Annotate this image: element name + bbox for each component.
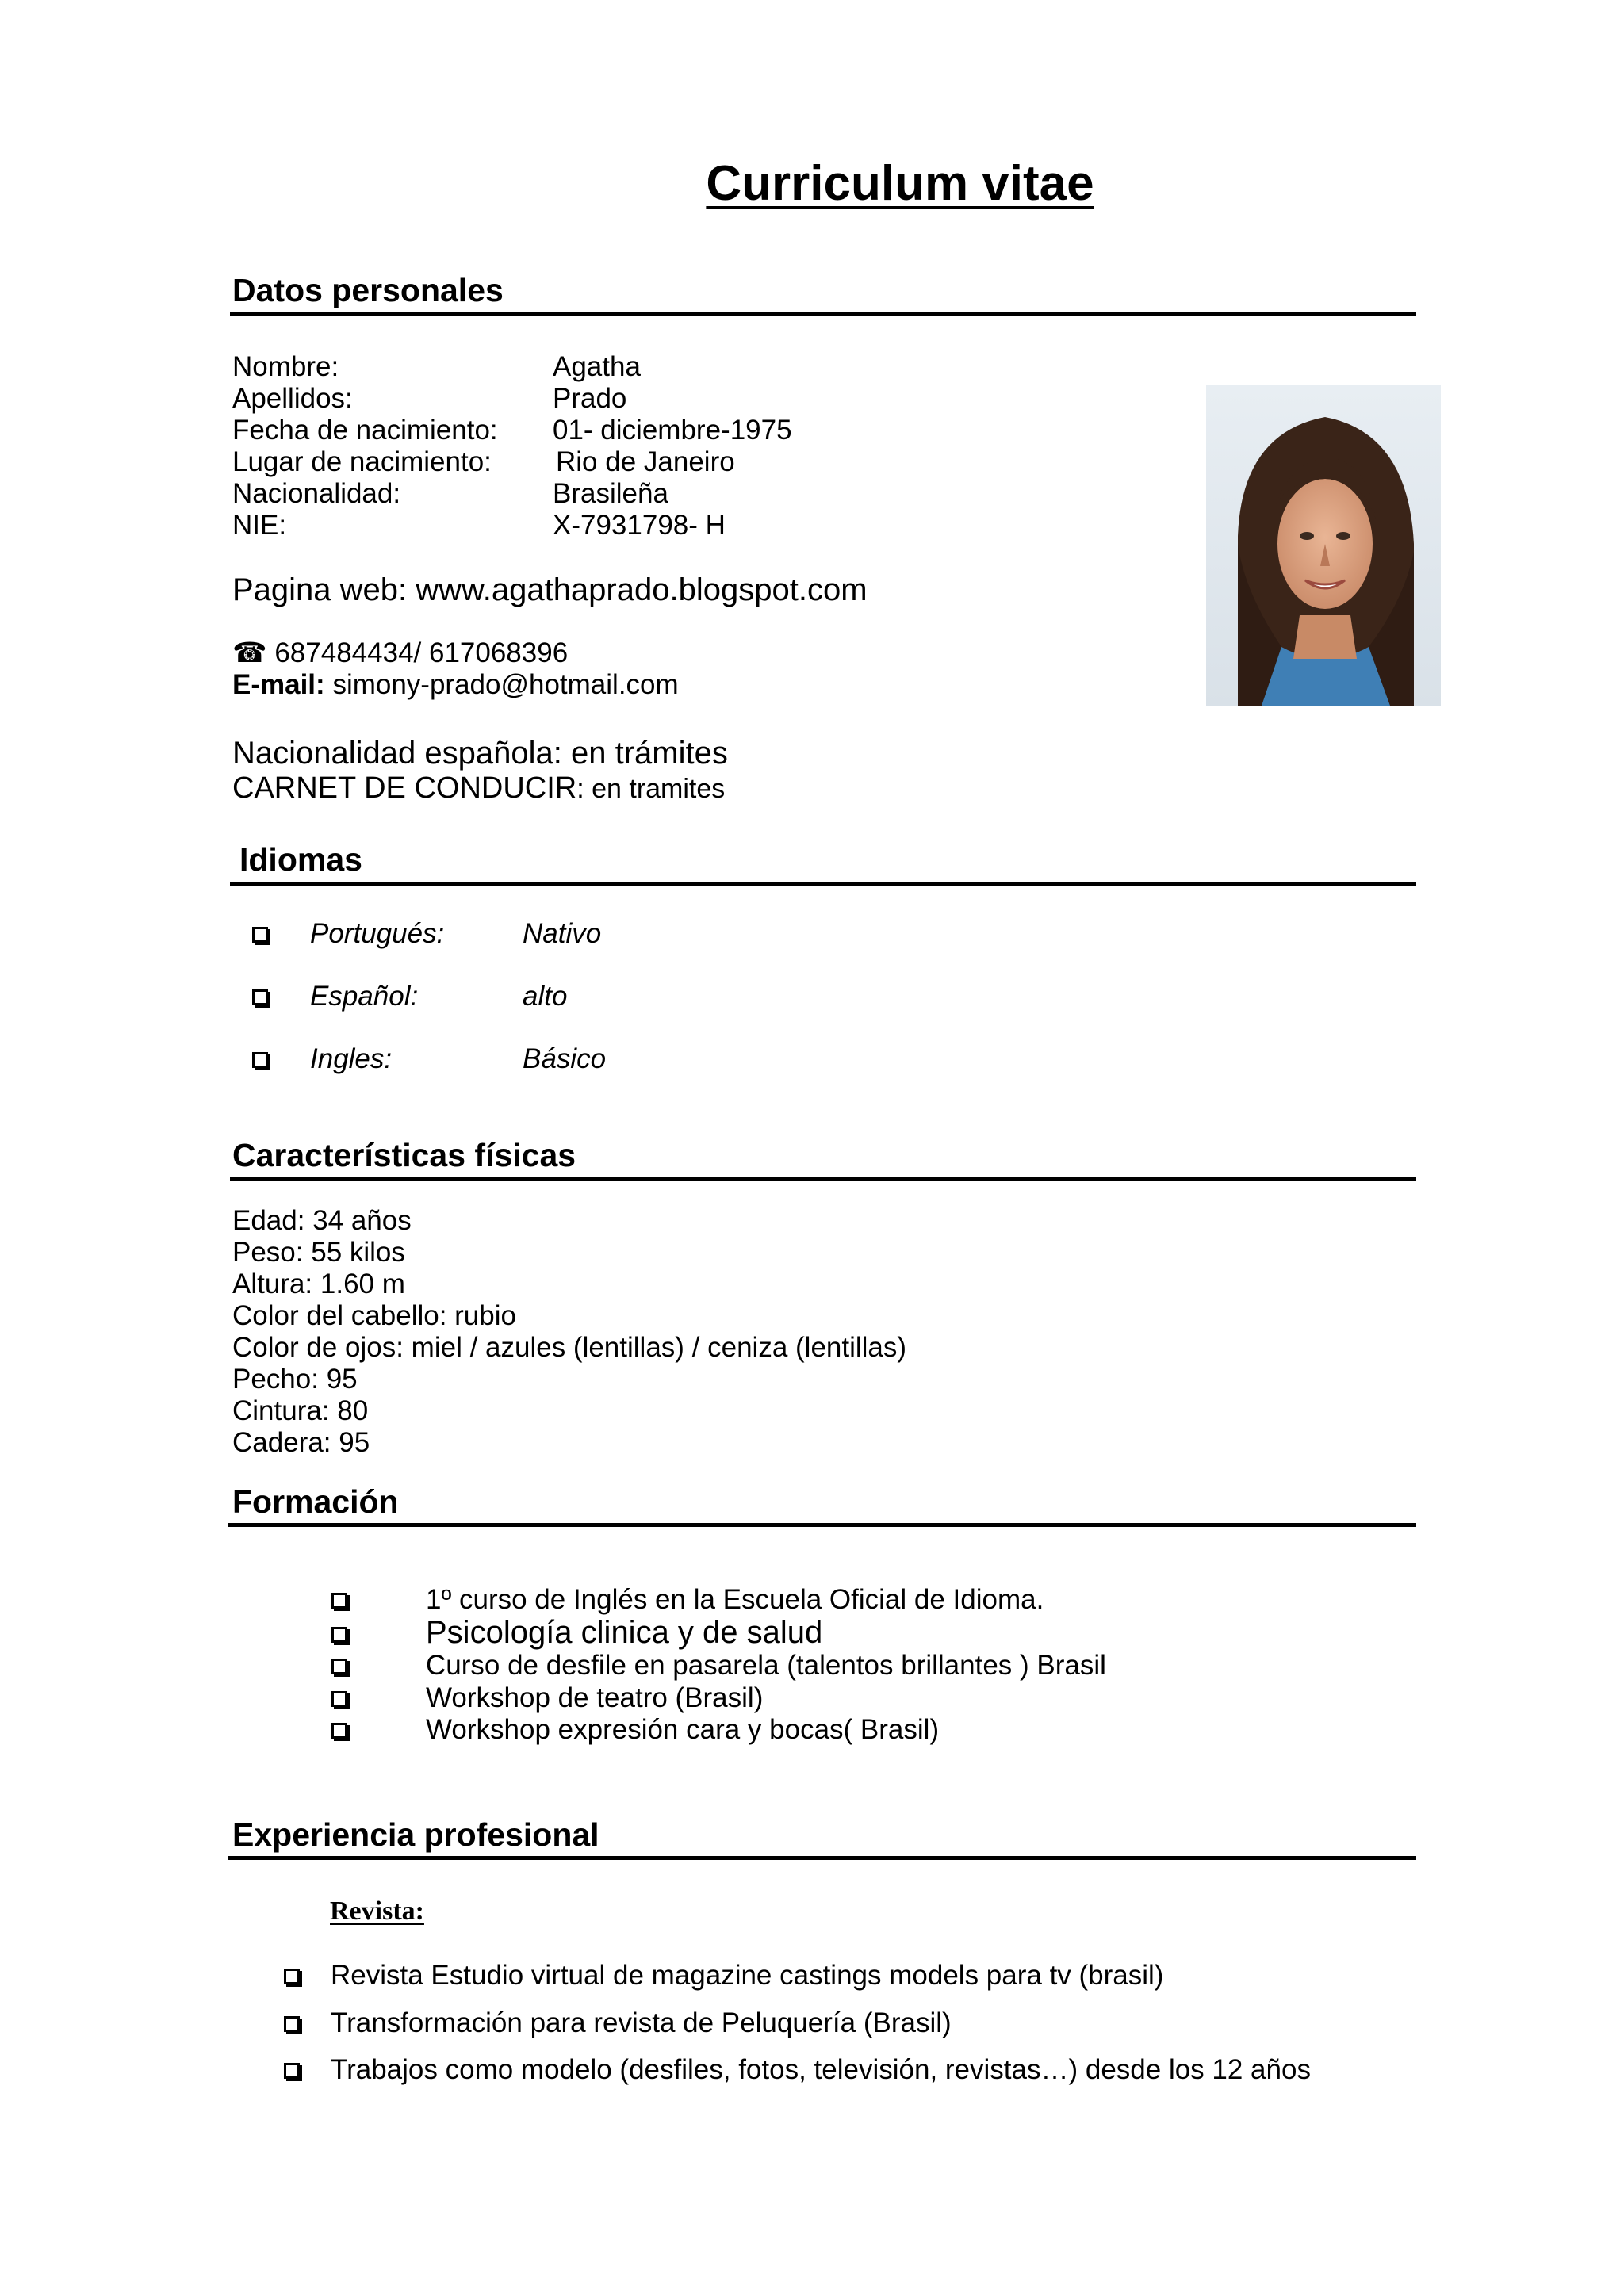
language-level: Nativo xyxy=(523,918,602,949)
personal-label-nombre: Nombre: xyxy=(232,351,339,382)
language-level: alto xyxy=(523,981,568,1012)
section-rule xyxy=(228,1523,1416,1527)
language-name: Español: xyxy=(310,981,419,1012)
personal-label-nie: NIE: xyxy=(232,510,287,541)
language-level: Básico xyxy=(523,1043,607,1074)
phone-line xyxy=(232,637,568,669)
section-heading-formacion: Formación xyxy=(232,1483,399,1520)
section-rule xyxy=(228,1856,1416,1860)
subheading-revista: Revista: xyxy=(330,1896,424,1926)
checkbox-bullet-icon xyxy=(331,1627,347,1643)
language-name: Ingles: xyxy=(310,1043,393,1074)
experience-item: Revista Estudio virtual de magazine castings models para tv (brasil) xyxy=(331,1960,1164,1991)
trait-line: Color de ojos: miel / azules (lentillas) / ceniza (lentillas) xyxy=(232,1332,907,1363)
checkbox-bullet-icon xyxy=(252,989,268,1005)
personal-label-fecha-nacimiento: Fecha de nacimiento: xyxy=(232,415,498,446)
personal-value-lugar-nacimiento: Rio de Janeiro xyxy=(556,446,735,477)
carnet-label: CARNET DE CONDUCIR xyxy=(232,771,577,805)
section-heading-caracteristicas-fisicas: Características físicas xyxy=(232,1137,576,1173)
checkbox-bullet-icon xyxy=(331,1659,347,1674)
checkbox-bullet-icon xyxy=(331,1593,347,1609)
trait-line: Pecho: 95 xyxy=(232,1364,358,1395)
personal-label-nacionalidad: Nacionalidad: xyxy=(232,478,401,509)
education-item: Curso de desfile en pasarela (talentos brillantes ) Brasil xyxy=(426,1650,1106,1681)
carnet-value: : en tramites xyxy=(576,774,726,804)
experience-item: Transformación para revista de Peluquería (Brasil) xyxy=(331,2007,952,2038)
website-line: Pagina web: www.agathaprado.blogspot.com xyxy=(232,572,868,607)
section-heading-datos-personales: Datos personales xyxy=(232,272,504,308)
personal-value-nombre: Agatha xyxy=(553,351,641,382)
carnet-line xyxy=(232,771,725,812)
email-value: simony-prado@hotmail.com xyxy=(332,669,679,700)
education-item: 1º curso de Inglés en la Escuela Oficial de Idioma. xyxy=(426,1584,1044,1615)
personal-value-apellidos: Prado xyxy=(553,383,627,414)
email-label: E-mail: xyxy=(232,669,325,700)
section-rule xyxy=(230,312,1416,316)
checkbox-bullet-icon xyxy=(331,1691,347,1707)
checkbox-bullet-icon xyxy=(252,927,268,943)
profile-photo xyxy=(1206,385,1441,706)
checkbox-bullet-icon xyxy=(252,1052,268,1068)
checkbox-bullet-icon xyxy=(284,1969,300,1984)
nacionalidad-espanola-line: Nacionalidad española: en trámites xyxy=(232,736,728,771)
language-name: Portugués: xyxy=(310,918,445,949)
page-title: Curriculum vitae xyxy=(706,156,1094,211)
section-heading-idiomas: Idiomas xyxy=(239,841,362,878)
education-item: Workshop de teatro (Brasil) xyxy=(426,1682,764,1713)
phone-icon: ☎ xyxy=(232,637,267,668)
trait-line: Cadera: 95 xyxy=(232,1427,370,1458)
trait-line: Altura: 1.60 m xyxy=(232,1269,405,1299)
section-heading-experiencia-profesional: Experiencia profesional xyxy=(232,1816,599,1853)
education-item: Workshop expresión cara y bocas( Brasil) xyxy=(426,1714,940,1745)
email-line xyxy=(232,669,679,701)
personal-value-fecha-nacimiento: 01- diciembre-1975 xyxy=(553,415,792,446)
personal-label-apellidos: Apellidos: xyxy=(232,383,353,414)
experience-item: Trabajos como modelo (desfiles, fotos, televisión, revistas…) desde los 12 años xyxy=(331,2054,1311,2085)
personal-value-nie: X-7931798- H xyxy=(553,510,726,541)
section-rule xyxy=(230,882,1416,886)
section-rule xyxy=(230,1177,1416,1181)
personal-label-lugar-nacimiento: Lugar de nacimiento: xyxy=(232,446,492,477)
checkbox-bullet-icon xyxy=(284,2016,300,2032)
checkbox-bullet-icon xyxy=(331,1723,347,1739)
trait-line: Edad: 34 años xyxy=(232,1205,412,1236)
checkbox-bullet-icon xyxy=(284,2063,300,2079)
trait-line: Color del cabello: rubio xyxy=(232,1300,516,1331)
trait-line: Peso: 55 kilos xyxy=(232,1237,405,1268)
personal-value-nacionalidad: Brasileña xyxy=(553,478,668,509)
trait-line: Cintura: 80 xyxy=(232,1395,369,1426)
phone-numbers: 687484434/ 617068396 xyxy=(274,637,569,668)
education-item: Psicología clinica y de salud xyxy=(426,1615,823,1650)
